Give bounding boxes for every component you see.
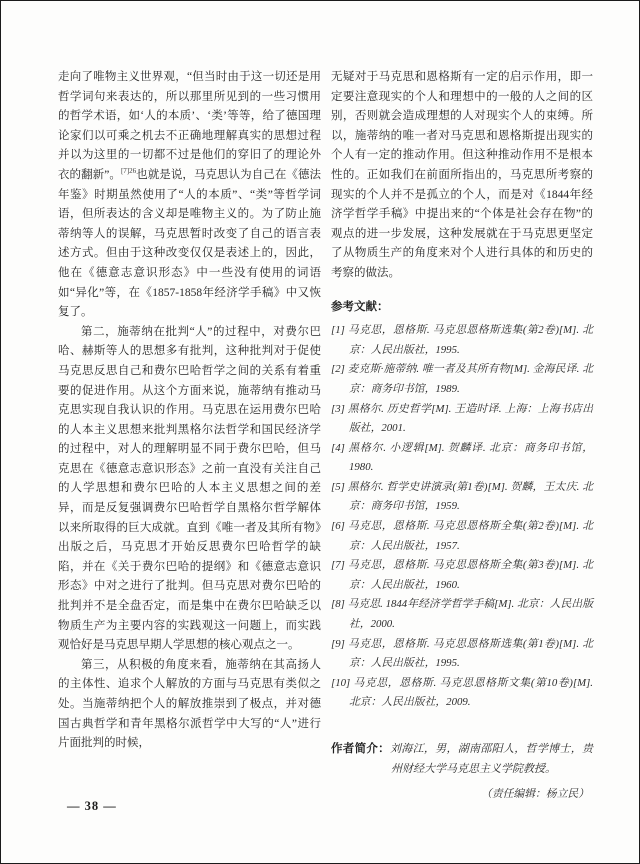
- paragraph-third-point: 第三，从积极的角度来看，施蒂纳在其高扬人的主体性、追求个人解放的方面与马克思有类似之处。当施蒂纳把个人的解放推崇到了极点，并对德国古典哲学和青年黑格尔派哲学中大写的“人”进行片面批判的时候，: [58, 658, 321, 750]
- reference-item: [2] 麦克斯·施蒂纳. 唯一者及其所有物[M]. 金海民译. 北京：商务印书馆，1989.: [331, 363, 593, 395]
- reference-item: [4] 黑格尔. 小逻辑[M]. 贺麟译. 北京：商务印书馆，1980.: [331, 441, 593, 474]
- paragraph-continuation: [58, 68, 321, 323]
- reference-item: [9] 马克思，恩格斯. 马克思恩格斯选集(第1卷)[M]. 北京：人民出版社，1995.: [331, 637, 593, 670]
- paragraph-second-point: 第二，施蒂纳在批判“人”的过程中，对费尔巴哈、赫斯等人的思想多有批判，这种批判对于促使马克思反思自己和费尔巴哈哲学之间的关系有着重要的促进作用。从这个方面来说，施蒂纳有推动马克思实现自我认识的作用。马克思在运用费尔巴哈的人本主义思想来批判黑格尔法哲学和国民经济学的过程中，对人的理解明显不同于费尔巴哈，但马克思在《德意志意识形态》之前一直没有关注自己的人学思想和费尔巴哈的人本主义思想之间的差异，而是反复强调费尔巴哈哲学自黑格尔哲学解体以来所取得的巨大成就。直到《唯一者及其所有物》出版之后，马克思才开始反思费尔巴哈哲学的缺陷，并在《关于费尔巴哈的提纲》和《德意志意识形态》中对之进行了批判。但马克思对费尔巴哈的批判并不是全盘否定，而是集中在费尔巴哈缺乏以物质生产为主要内容的实践观这一问题上，而实践观恰好是马克思早期人学思想的核心观点之一。: [58, 325, 321, 652]
- author-bio: [331, 740, 593, 779]
- paragraph-text-after-citation: 也就是说，马克思认为自己在《德法年鉴》时期虽然使用了“人的本质”、“类”等哲学词语，但所表达的含义却是唯物主义的。为了防止施蒂纳等人的误解，马克思暂时改变了自己的语言表述方式。但由于这种改变仅仅是表述上的，因此，他在《德意志意识形态》中一些没有使用的词语如“异化”等，在《1857-1858年经济学手稿》中又恢复了。: [58, 168, 321, 319]
- citation-superscript: [7]26: [120, 167, 137, 176]
- references-heading: 参考文献：: [331, 300, 389, 313]
- author-bio-label: 作者简介：: [331, 743, 390, 755]
- reference-item: [1] 马克思，恩格斯. 马克思恩格斯选集(第2卷)[M]. 北京：人民出版社，1995.: [331, 324, 593, 356]
- page-number: — 38 —: [67, 799, 117, 813]
- paragraph-continuation-right: 无疑对于马克思和恩格斯有一定的启示作用，即一定要注意现实的个人和理想中的一般的人之间的区别，否则就会造成理想的人对现实个人的束缚。所以，施蒂纳的唯一者对马克思和恩格斯提出现实的个人有一定的推动作用。但这种推动作用不是根本性的。正如我们在前面所指出的，马克思所考察的现实的个人并不是孤立的个人，而是对《1844年经济学哲学手稿》中提出来的“个体是社会存在物”的观点的进一步发展，这种发展就在于马克思更坚定了从物质生产的角度来对个人进行具体的和历史的考察的做法。: [331, 71, 593, 279]
- reference-item: [5] 黑格尔. 哲学史讲演录(第1卷)[M]. 贺麟，王太庆. 北京：商务印书馆，1959.: [331, 480, 593, 513]
- reference-item: [3] 黑格尔. 历史哲学[M]. 王造时译. 上海：上海书店出版社，2001.: [331, 402, 593, 435]
- reference-item: [6] 马克思，恩格斯. 马克思恩格斯全集(第2卷)[M]. 北京：人民出版社，1957.: [331, 520, 593, 552]
- right-text-column: [331, 68, 593, 805]
- reference-item: [7] 马克思，恩格斯. 马克思恩格斯全集(第3卷)[M]. 北京：人民出版社，1960.: [331, 559, 593, 591]
- paragraph-text-before-citation: 走向了唯物主义世界观，“但当时由于这一切还是用哲学词句来表达的，所以那里所见到的一些习惯用的哲学术语，如‘人的本质’、‘类’等等，给了德国理论家们以可乘之机去不正确地理解真实的思想过程并以为这里的一切都不过是他们的穿旧了的理论外衣的翻新”。: [58, 71, 321, 181]
- author-bio-text: 刘海江，男，湖南邵阳人，哲学博士，贵州财经大学马克思主义学院教授。: [389, 743, 594, 775]
- left-text-column: [58, 68, 321, 754]
- reference-item: [10] 马克思，恩格斯. 马克思恩格斯文集(第10卷)[M]. 北京：人民出版社，2009.: [331, 676, 593, 709]
- reference-item: [8] 马克思. 1844年经济学哲学手稿[M]. 北京：人民出版社，2000.: [331, 598, 593, 631]
- responsible-editor-note: （责任编辑：杨立民）: [481, 788, 589, 801]
- reference-list: [331, 321, 593, 713]
